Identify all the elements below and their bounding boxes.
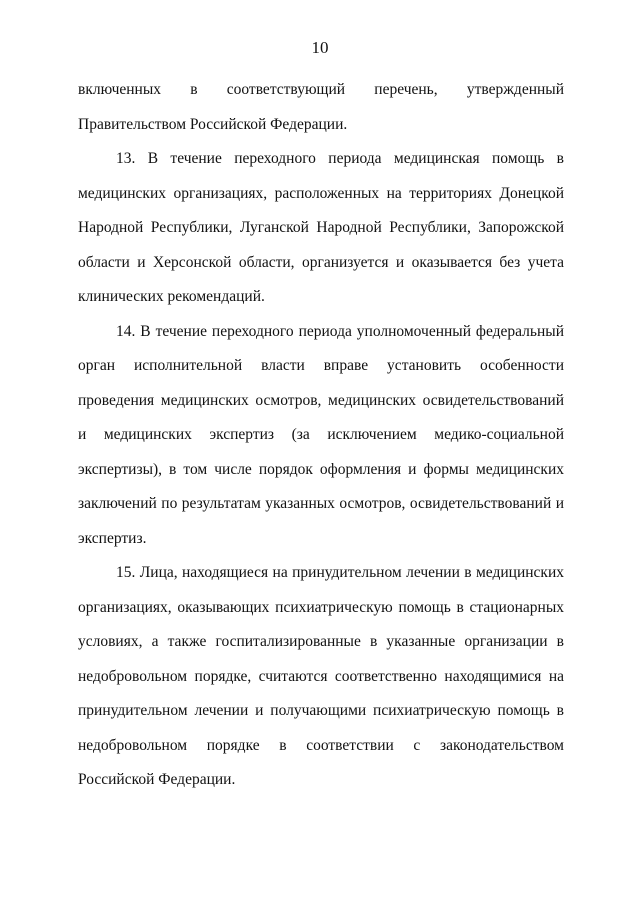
- paragraph-continuation: включенных в соответствующий перечень, утвержденный Правительством Российской Федерации.: [78, 81, 564, 133]
- paragraph-14: 14. В течение переходного периода уполномоченный федеральный орган исполнительной власти вправе установить особенности проведения медицинских осмотров, медицинских освидетельствований и медицинских экспертиз (за исключением медико-социальной экспертизы), в том числе порядок оформления и формы медицинских заключений по результатам указанных осмотров, освидетельствований и экспертиз.: [78, 322, 564, 547]
- page-number: 10: [311, 38, 329, 57]
- paragraph-15: 15. Лица, находящиеся на принудительном лечении в медицинских организациях, оказывающих психиатрическую помощь в стационарных условиях, а также госпитализированные в указанные организации в недобровольном порядке, считаются соответственно находящимися на принудительном лечении и получающими психиатрическую помощь в недобровольном порядке в соответствии с законодательством Российской Федерации.: [78, 564, 564, 788]
- paragraph-13: 13. В течение переходного периода медицинская помощь в медицинских организациях, расположенных на территориях Донецкой Народной Республики, Луганской Народной Республики, Запорожской области и Херсонской области, организуется и оказывается без учета клинических рекомендаций.: [78, 150, 564, 305]
- document-body: [78, 73, 564, 798]
